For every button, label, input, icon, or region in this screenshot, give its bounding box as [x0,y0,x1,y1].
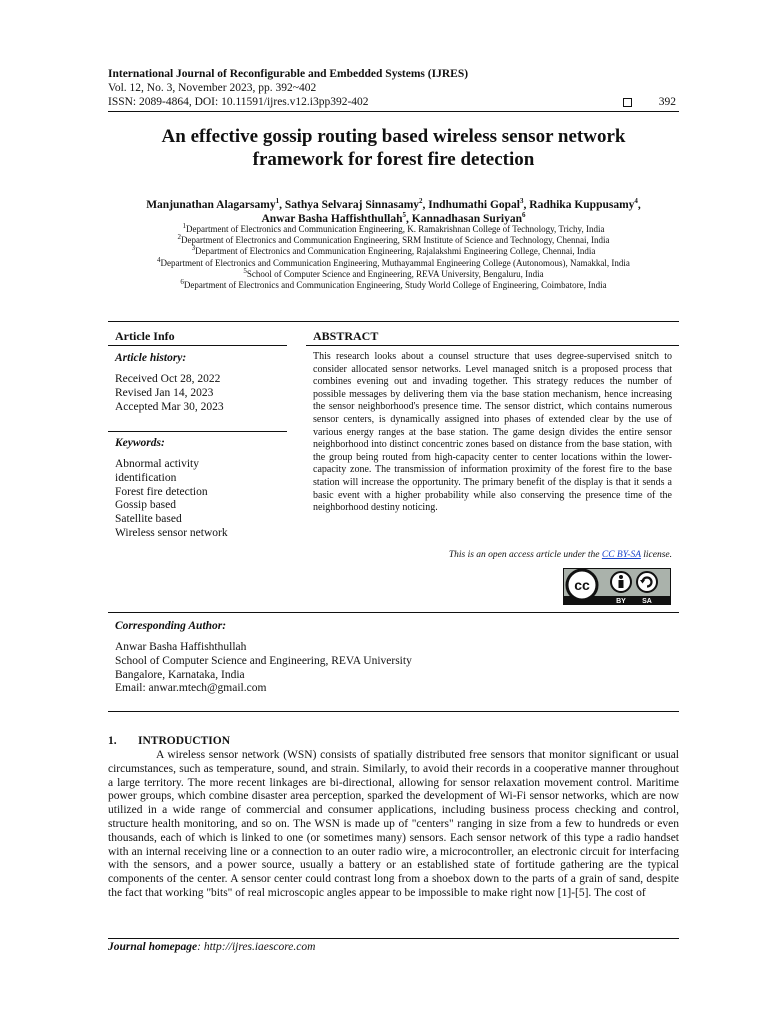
keyword: Forest fire detection [115,485,208,498]
history-dates [115,373,285,414]
author-sup: 5 [402,211,406,220]
info-top-rule [108,321,679,322]
affiliation-list [108,224,679,291]
author-name: Kannadhasan Suriyan [411,213,523,225]
journal-homepage[interactable] [108,941,315,953]
badge-by-label: BY [616,598,626,605]
journal-volume: Vol. 12, No. 3, November 2023, pp. 392~402 [108,82,317,94]
corresponding-rule [108,711,679,712]
affiliation: $^3$Department of Electronics and Communication Engineering, Rajalakshmi Engineering College, Chennai, India [191,244,596,257]
corresponding-city: Bangalore, Karnataka, India [115,668,245,681]
received-date: Received Oct 28, 2022 [115,373,221,385]
keywords-heading: Keywords: [115,437,165,449]
license-link[interactable]: CC BY-SA [601,550,641,560]
author-sup: 6 [522,211,526,220]
author-name: Anwar Basha Haffishthullah [261,213,403,225]
history-heading: Article history: [115,352,187,364]
section-title: INTRODUCTION [138,735,231,747]
abstract-text: This research looks about a counsel structure that uses degree-supervised snitch to consider allocated sensor networks. Level managed snitch is a proposed process that combines evening out and invading together. This strategy reduces the number of possible messages by delivering them via the base station mechanism, hence increasing the sensor neighborhood's presence time. The sensor district, which contains numerous sensor centers, is dynamically assigned into phases of extended clear by the use of various energy ranges at the base station. The game design divides the entire sensor neighborhood into distinct concentric zones based on distance from the base station, with the group being routed from high-capacity center to center locations within the lower-capacity zone. The transmission of information proximity of the forest fire to the base station will increase the opportunity. The primary benefit of the display is that it sends a basic event with a higher probability while also conserving the presence time of the neighborhood destiny noticing. [313,351,672,514]
author-sup: 3 [520,197,524,206]
abstract-heading: ABSTRACT [313,329,379,343]
revised-date: Revised Jan 14, 2023 [115,386,214,399]
journal-name: International Journal of Reconfigurable and Embedded Systems (IJRES) [108,68,469,80]
author-sup: 1 [275,197,280,206]
intro-heading [108,735,230,747]
corresponding-name: Anwar Basha Haffishthullah [115,641,247,653]
corresponding-dept: School of Computer Science and Engineering, REVA University [115,654,412,667]
keyword-list [115,458,285,541]
author-name: Sathya Selvaraj Sinnasamy [284,199,420,211]
history-rule [108,431,287,432]
open-access-note: This is an open access article under the CC BY-SA license. [448,550,672,560]
paper-title [108,125,679,171]
affiliation: $^4$Department of Electronics and Communication Engineering, Muthayammal Engineering College (Autonomous), Namakkal, India [157,255,630,268]
svg-text:cc: cc [574,577,590,593]
square-icon [623,98,632,107]
keyword: Wireless sensor network [115,526,228,539]
affiliation: $^5$School of Computer Science and Engineering, REVA University, Bengaluru, India [243,266,544,279]
author-sup: 4 [634,197,638,206]
abstract-head-rule [306,345,679,346]
author-sup: 2 [419,197,423,206]
article-info-heading: Article Info [115,329,175,343]
author-list: Manjunathan Alagarsamy$^1$, Sathya Selvaraj Sinnasamy$^2$, Indhumathi Gopal$^3$, Radhika Kuppusamy$^4$, Anwar Basha Haffishthullah$^5$, Kannadhasan Suriyan$^6$ [146,197,641,225]
author-name: Radhika Kuppusamy [529,199,635,211]
homepage-label: Journal homepage [108,941,198,953]
author-name: Manjunathan Alagarsamy [146,199,276,211]
info-bottom-rule [108,612,679,613]
info-head-rule [108,345,287,346]
title-line: framework for forest fire detection [252,149,535,170]
affiliation: $^1$Department of Electronics and Communication Engineering, K. Ramakrishnan College of Technology, Trichy, India [182,222,605,234]
author-name: Indhumathi Gopal [428,199,521,211]
keyword: identification [115,471,177,484]
cc-by-sa-badge-icon[interactable] [563,568,671,605]
section-number: 1. [108,735,117,747]
corresponding-email[interactable]: Email: anwar.mtech@gmail.com [115,682,267,695]
keyword: Satellite based [115,513,182,526]
header-rule [108,111,679,112]
intro-paragraph: A wireless sensor network (WSN) consists of spatially distributed free sensors that monitor significant or usual circumstances, such as temperature, sound, and strain. Similarly, to avoid their records in a cooperative manner throughout a large territory. The more recent linkages are bi-directional, allowing for sensor relaxation movement control. Maritime power groups, which combine disaster area perception, sparked the development of Wi-Fi sensor networks, which are now utilized in a wide range of commercial and consumer applications, including business process checking and control, structure health monitoring, and so on. The WSN is made up of "centers" ranging in size from a few to hundreds or even thousands, each of which is linked to one (or sometimes many) sensors. Each sensor network of this type a radio handset with an internal receiving line or a connection to an outer radio wire, a microcontroller, an electronic circuit for interfacing with the sensors, and a power source, usually a battery or an established state of fortitude gathering are the typical components of the center. A sensor center could contrast long from a shoebox down to the parts of a grain of sand, despite the fact that working "bits" of real microscopic angles appear to be impossible to make right now [1]-[5]. The cost of [108,749,679,899]
corresponding-block [115,641,615,696]
keyword: Abnormal activity [115,458,199,470]
badge-sa-label: SA [642,598,652,605]
accepted-date: Accepted Mar 30, 2023 [115,400,224,413]
affiliation: $^2$Department of Electronics and Communication Engineering, SRM Institute of Science and Technology, Chennai, India [177,233,610,246]
affiliation: $^6$Department of Electronics and Communication Engineering, Study World College of Engineering, Coimbatore, India [180,278,607,291]
journal-issn: ISSN: 2089-4864, DOI: 10.11591/ijres.v12.i3pp392-402 [108,96,369,108]
homepage-url[interactable]: : http://ijres.iaescore.com [197,941,316,953]
corresponding-heading: Corresponding Author: [115,620,227,632]
page-number: 392 [658,96,676,108]
footer-rule [108,938,679,939]
title-line: An effective gossip routing based wireless sensor network [161,126,626,147]
keyword: Gossip based [115,499,177,512]
